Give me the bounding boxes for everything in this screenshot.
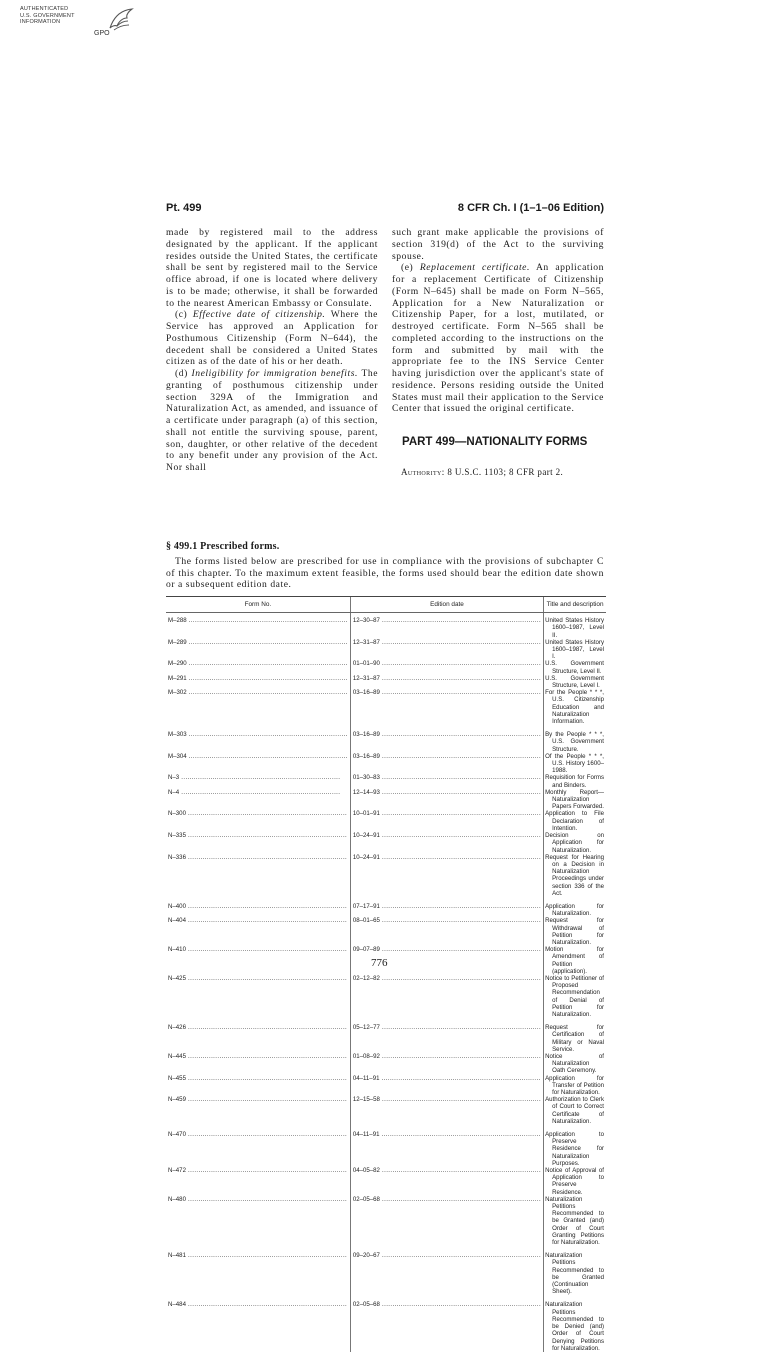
form-number-cell (166, 975, 350, 1018)
form-number-cell (166, 613, 350, 639)
edition-date-cell (350, 753, 543, 775)
form-number-cell-text: N–336 ..... (168, 854, 348, 861)
edition-date-cell (350, 1125, 543, 1167)
form-number-cell (166, 917, 350, 946)
edition-date-cell-text: 12–15–58 ..... (353, 1096, 541, 1103)
table-row (166, 854, 606, 897)
table-row (166, 613, 606, 639)
paragraph-e-text: An application for a replacement Certificate of Citizenship (Form N–645) shall be made on Form N–565, Application for a New Naturalization or Citizenship Paper, for a lost, mutilated, or destroyed certificate. Form N–565 shall be completed according to the instructions on the form and submitted by mail with the appropriate fee to the INS Service Center having jurisdiction over the applicant's state of residence. Persons residing outside the United States must mail their application to the Service Center that issued the original certificate. (392, 262, 605, 415)
edition-date-cell-text: 10–24–91 ..... (353, 832, 541, 839)
title-cell: Application for Naturalization. (544, 897, 606, 917)
section-heading: § 499.1 Prescribed forms. (166, 541, 280, 552)
edition-date-cell-text: 12–14–93 ..... (353, 789, 541, 796)
edition-date-cell (350, 854, 543, 897)
title-cell: Monthly Report—Naturalization Papers Forwarded. (545, 788, 604, 811)
form-number-cell-text: N–459 ..... (168, 1096, 348, 1103)
form-number-cell (166, 1053, 350, 1075)
edition-date-cell-text: 09–07–89 ..... (353, 946, 541, 953)
authority-text: 8 U.S.C. 1103; 8 CFR part 2. (447, 466, 564, 477)
edition-date-cell-text: 04–11–91 ..... (353, 1131, 541, 1138)
edition-date-cell (350, 1018, 543, 1053)
running-head (166, 202, 604, 214)
left-column (166, 227, 378, 474)
paragraph-d-label: (d) (175, 368, 188, 379)
title-cell: United States History 1600–1987, Level II. (544, 613, 606, 639)
edition-date-cell (350, 917, 543, 946)
title-cell: Notice of Naturalization Oath Ceremony. (545, 1052, 604, 1075)
paragraph-c (166, 309, 378, 368)
edition-date-cell-text: 04–11–91 ..... (353, 1075, 541, 1082)
title-cell: Decision on Application for Naturalization. (545, 832, 604, 854)
edition-date-cell-text: 12–31–87 ..... (353, 675, 541, 682)
edition-date-cell-text: 08–01–65 ..... (353, 917, 541, 924)
form-number-cell-text: M–291 ..... (168, 675, 348, 682)
form-number-cell-text: N–426 ..... (168, 1024, 348, 1031)
edition-date-cell-text: 02–12–82 ..... (353, 975, 541, 982)
edition-date-cell (350, 1096, 543, 1125)
gpo-authentication-logo (20, 6, 140, 40)
right-paragraph-1: such grant make applicable the provisions of section 319(d) of the Act to the surviving spouse. (392, 227, 604, 262)
table-row (166, 1018, 606, 1053)
edition-date-cell (350, 897, 543, 917)
prescribed-forms-table (166, 596, 606, 1352)
edition-date-cell-text: 12–30–87 ..... (353, 617, 541, 624)
edition-date-cell-text: 01–01–90 ..... (353, 660, 541, 667)
form-number-cell-text: N–445 ..... (168, 1053, 348, 1060)
table-row (166, 689, 606, 725)
form-number-cell (166, 1167, 350, 1196)
edition-date-cell-text: 03–16–89 ..... (353, 689, 541, 696)
edition-date-cell (350, 1075, 543, 1097)
table-row (166, 1246, 606, 1295)
paragraph-e-heading: Replacement certificate. (419, 262, 530, 274)
left-paragraph-1: made by registered mail to the address designated by the applicant. If the applicant resides outside the United States, the certificate shall be sent by registered mail to the Service office abroad, if one is located where delivery is to be made; otherwise, it shall be forwarded to the nearest American Embassy or Consulate. (166, 227, 378, 309)
paragraph-d-heading: Ineligibility for immigration benefits. (191, 368, 358, 379)
table-row (166, 789, 606, 811)
form-number-cell (166, 789, 350, 811)
form-number-cell (166, 689, 350, 725)
edition-date-cell (350, 774, 543, 788)
edition-date-cell (350, 689, 543, 725)
edition-date-cell (350, 1053, 543, 1075)
paragraph-d-text: The granting of posthumous citizenship under section 329A of the Immigration and Naturalization Act, as amended, and issuance of a certificate under paragraph (a) of this section, shall not entitle the surviving spouse, parent, son, daughter, or other relative of the decedent to any benefit under any provision of the Act. Nor shall (166, 368, 379, 473)
title-cell: United States History 1600–1987, Level I. (545, 638, 604, 661)
title-cell: For the People * * *, U.S. Citizenship Education and Naturalization Information. (545, 689, 604, 726)
part-title: PART 499—NATIONALITY FORMS (402, 436, 588, 448)
title-cell: Requisition for Forms and Binders. (545, 774, 604, 789)
edition-date-cell-text: 01–30–83 ..... (353, 774, 541, 781)
title-cell: Request for Hearing on a Decision in Naturalization Proceedings under section 336 of the Act. (545, 853, 604, 897)
title-cell: Naturalization Petitions Recommended to be Granted (and) Order of Court Granting Petitions for Naturalization. (545, 1195, 604, 1247)
form-number-cell (166, 1246, 350, 1295)
form-number-cell (166, 946, 350, 975)
form-number-cell-text: N–410 ..... (168, 946, 348, 953)
edition-date-cell (350, 660, 543, 674)
title-cell: Application to Preserve Residence for Naturalization Purposes. (544, 1125, 606, 1167)
form-number-cell (166, 725, 350, 753)
table-row (166, 832, 606, 854)
paragraph-e-label: (e) (401, 262, 414, 274)
logo-line-2: U.S. GOVERNMENT (20, 12, 75, 19)
edition-date-cell-text: 02–05–68 ..... (353, 1196, 541, 1203)
title-cell: Naturalization Petitions Recommended to be Denied (and) Order of Court Denying Petitions for Naturalization. (544, 1295, 606, 1351)
table-row (166, 1053, 606, 1075)
authority-label: Authority: (401, 466, 445, 477)
title-cell: Authorization to Clerk of Court to Correct Certificate of Naturalization. (545, 1096, 604, 1125)
edition-date-cell (350, 613, 543, 639)
eagle-emblem-icon (106, 6, 136, 36)
form-number-cell (166, 774, 350, 788)
edition-date-cell (350, 1167, 543, 1196)
form-number-cell-text: N–455 ..... (168, 1075, 348, 1082)
form-number-cell (166, 897, 350, 917)
logo-line-3: INFORMATION (20, 19, 61, 25)
form-number-cell-text: M–288 ..... (168, 617, 348, 624)
edition-date-cell (350, 1295, 543, 1351)
right-column (392, 227, 604, 479)
edition-date-cell-text: 03–16–89 ..... (353, 731, 541, 738)
running-head-title: 8 CFR Ch. I (1–1–06 Edition) (457, 202, 604, 214)
title-cell: Motion for Amendment of Petition (application). (545, 946, 604, 975)
table-row (166, 1196, 606, 1246)
title-cell: Naturalization Petitions Recommended to be Granted (Continuation Sheet). (544, 1246, 606, 1295)
logo-line-1: AUTHENTICATED (20, 6, 69, 12)
form-number-cell-text: N–480 ..... (168, 1196, 348, 1203)
table-row (166, 1167, 606, 1196)
edition-date-cell (350, 832, 543, 854)
title-cell: U.S. Government Structure, Level II. (545, 660, 604, 675)
form-number-cell-text: N–300 ..... (168, 810, 348, 817)
form-number-cell (166, 1096, 350, 1125)
form-number-cell-text: M–304 ..... (168, 753, 348, 760)
edition-date-cell-text: 01–08–92 ..... (353, 1053, 541, 1060)
paragraph-e (392, 262, 604, 415)
edition-date-cell-text: 02–05–68 ..... (353, 1301, 541, 1308)
form-number-cell-text: N–425 ..... (168, 975, 348, 982)
table-row (166, 774, 606, 788)
form-number-cell-text: N–404 ..... (168, 917, 348, 924)
table-header-row (166, 597, 606, 613)
form-number-cell (166, 1018, 350, 1053)
table-row (166, 639, 606, 661)
table-row (166, 1096, 606, 1125)
edition-date-cell-text: 09–20–67 ..... (353, 1252, 541, 1259)
edition-date-cell-text: 04–05–82 ..... (353, 1167, 541, 1174)
logo-text (20, 6, 75, 26)
paragraph-c-text: Where the Service has approved an Application for Posthumous Citizenship (Form N–644), the decedent shall be considered a United States citizen as of the date of his or her death. (166, 309, 378, 368)
form-number-cell-text: M–290 ..... (168, 660, 348, 667)
table-row (166, 975, 606, 1018)
edition-date-cell-text: 03–16–89 ..... (353, 753, 541, 760)
edition-date-cell (350, 639, 543, 661)
form-number-cell (166, 639, 350, 661)
paragraph-c-heading: Effective date of citizenship. (192, 309, 326, 321)
form-number-cell (166, 1125, 350, 1167)
edition-date-cell (350, 975, 543, 1018)
form-number-cell-text: N–481 ..... (168, 1252, 348, 1259)
logo-gpo-text: GPO (94, 30, 110, 37)
running-head-part: Pt. 499 (166, 202, 202, 214)
title-cell: Notice to Petitioner of Proposed Recommendation of Denial of Petition for Naturalization. (545, 974, 604, 1018)
form-number-cell-text: M–303 ..... (168, 731, 348, 738)
edition-date-cell-text: 07–17–91 ..... (353, 903, 541, 910)
form-number-cell (166, 660, 350, 674)
edition-date-cell (350, 810, 543, 832)
edition-date-cell-text: 12–31–87 ..... (353, 639, 541, 646)
table-row (166, 810, 606, 832)
table-row (166, 675, 606, 689)
form-number-cell (166, 832, 350, 854)
title-cell: Application to File Declaration of Intention. (545, 810, 604, 832)
form-number-cell-text: N–400 ..... (168, 903, 348, 910)
form-number-cell-text: N–472 ..... (168, 1167, 348, 1174)
col-header-form-no: Form No. (166, 597, 350, 613)
edition-date-cell-text: 10–24–91 ..... (353, 854, 541, 861)
form-number-cell-text: N–335 ..... (168, 832, 348, 839)
table-row (166, 917, 606, 946)
edition-date-cell (350, 675, 543, 689)
title-cell: By the People * * *, U.S. Government Structure. (544, 725, 606, 753)
form-number-cell (166, 675, 350, 689)
form-number-cell-text: N–484 ..... (168, 1301, 348, 1308)
title-cell: Request for Withdrawal of Petition for Naturalization. (545, 917, 604, 946)
form-number-cell (166, 1075, 350, 1097)
form-number-cell (166, 753, 350, 775)
page-number: 776 (371, 957, 388, 969)
edition-date-cell (350, 725, 543, 753)
table-row (166, 1295, 606, 1351)
form-number-cell-text: M–289 ..... (168, 639, 348, 646)
table-row (166, 1125, 606, 1167)
form-number-cell-text: N–470 ..... (168, 1131, 348, 1138)
title-cell: U.S. Government Structure, Level I. (545, 674, 604, 690)
table-row (166, 1075, 606, 1097)
col-header-edition-date: Edition date (350, 597, 543, 613)
table-row (166, 660, 606, 674)
table-row (166, 725, 606, 753)
edition-date-cell (350, 1196, 543, 1246)
form-number-cell-text: N–3 ..... (168, 774, 348, 781)
title-cell: Of the People * * *, U.S. History 1600–1988. (545, 752, 604, 775)
table-body (166, 613, 606, 1352)
edition-date-cell-text: 10–01–91 ..... (353, 810, 541, 817)
edition-date-cell-text: 05–12–77 ..... (353, 1024, 541, 1031)
paragraph-c-label: (c) (175, 309, 188, 321)
col-header-title: Title and description (544, 597, 606, 613)
paragraph-d (166, 368, 378, 474)
table-row (166, 897, 606, 917)
title-cell: Application for Transfer of Petition for Naturalization. (545, 1074, 604, 1096)
authority-note (392, 467, 604, 479)
form-number-cell-text: N–4 ..... (168, 789, 348, 796)
form-number-cell (166, 854, 350, 897)
form-number-cell (166, 1196, 350, 1246)
edition-date-cell (350, 789, 543, 811)
form-number-cell (166, 1295, 350, 1351)
edition-date-cell (350, 1246, 543, 1295)
title-cell: Notice of Approval of Application to Preserve Residence. (545, 1167, 604, 1196)
form-number-cell-text: M–302 ..... (168, 689, 348, 696)
table-row (166, 753, 606, 775)
form-number-cell (166, 810, 350, 832)
title-cell: Request for Certification of Military or Naval Service. (544, 1018, 606, 1053)
section-text: The forms listed below are prescribed for use in compliance with the provisions of subchapter C of this chapter. To the maximum extent feasible, the forms used should bear the edition date shown or a subsequent edition date. (166, 556, 604, 590)
